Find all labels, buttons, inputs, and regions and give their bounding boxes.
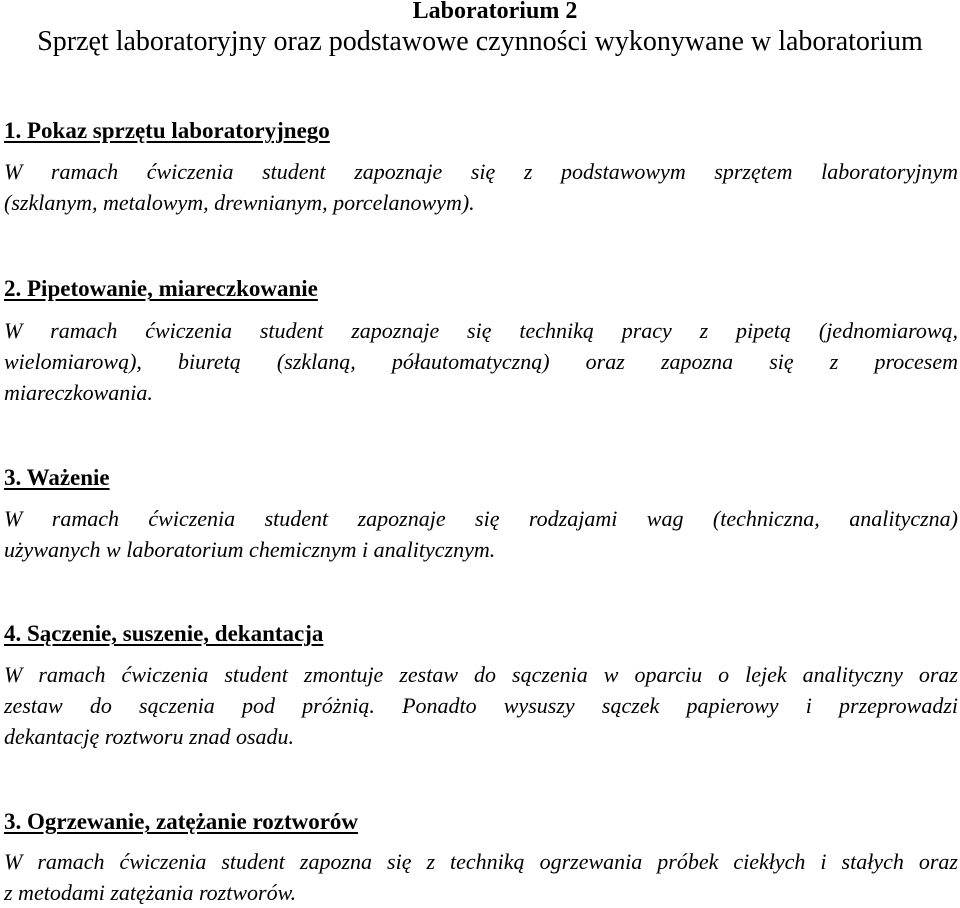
document-subtitle: Sprzęt laboratoryjny oraz podstawowe czynności wykonywane w laboratorium <box>37 26 923 57</box>
section-body-3 <box>4 503 958 565</box>
section-body-4 <box>4 659 958 752</box>
section-3-line-2: używanych w laboratorium chemicznym i analitycznym. <box>4 537 496 562</box>
section-2-line-3: miareczkowania. <box>4 380 153 405</box>
section-heading-4: 4. Sączenie, suszenie, dekantacja <box>4 621 324 646</box>
section-body-1 <box>4 156 958 218</box>
section-1-line-2: (szklanym, metalowym, drewnianym, porcelanowym). <box>4 190 475 215</box>
section-heading-2: 2. Pipetowanie, miareczkowanie <box>4 276 318 301</box>
section-heading-5: 3. Ogrzewanie, zatężanie roztworów <box>4 809 359 834</box>
section-5-line-1: W ramach ćwiczenia student zapozna się z techniką ogrzewania próbek ciekłych i stałych oraz <box>4 849 958 874</box>
section-2-line-1: W ramach ćwiczenia student zapoznaje się techniką pracy z pipetą (jednomiarową, <box>4 318 958 343</box>
document-title: Laboratorium 2 <box>412 0 578 24</box>
section-2-line-2: wielomiarową), biuretą (szklaną, półautomatyczną) oraz zapozna się z procesem <box>4 349 958 374</box>
section-4-line-3: dekantację roztworu znad osadu. <box>4 724 295 749</box>
section-4-line-2: zestaw do sączenia pod próżnią. Ponadto wysuszy sączek papierowy i przeprowadzi <box>4 693 958 718</box>
section-body-5 <box>4 846 958 908</box>
section-3-line-1: W ramach ćwiczenia student zapoznaje się rodzajami wag (techniczna, analityczna) <box>4 506 958 531</box>
section-heading-3: 3. Ważenie <box>4 465 110 490</box>
section-body-2 <box>4 315 958 408</box>
section-4-line-1: W ramach ćwiczenia student zmontuje zestaw do sączenia w oparciu o lejek analityczny oraz <box>4 662 958 687</box>
section-5-line-2: z metodami zatężania roztworów. <box>4 880 297 905</box>
section-heading-1: 1. Pokaz sprzętu laboratoryjnego <box>4 118 330 143</box>
section-1-line-1: W ramach ćwiczenia student zapoznaje się z podstawowym sprzętem laboratoryjnym <box>4 159 958 184</box>
